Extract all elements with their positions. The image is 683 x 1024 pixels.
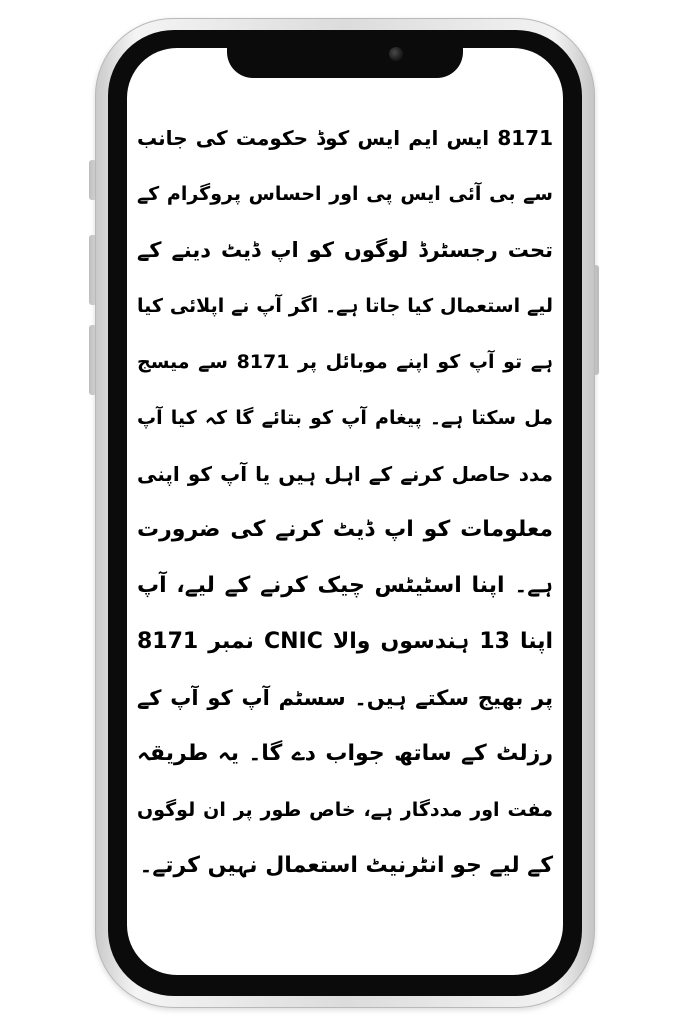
article-line: لیے استعمال کیا جاتا ہے۔ اگر آپ نے اپلائی کیا <box>137 295 553 317</box>
article-line: 8171 ایس ایم ایس کوڈ حکومت کی جانب <box>137 126 553 150</box>
article-line: ہے تو آپ کو اپنے موبائل پر 8171 سے میسج <box>137 351 554 373</box>
article-line: ہے۔ اپنا اسٹیٹس چیک کرنے کے لیے، آپ <box>137 573 553 598</box>
article-line: مدد حاصل کرنے کے اہل ہیں یا آپ کو اپنی <box>137 462 553 486</box>
article-line: سے بی آئی ایس پی اور احساس پروگرام کے <box>137 183 553 205</box>
article-line: معلومات کو اپ ڈیٹ کرنے کی ضرورت <box>137 517 553 542</box>
article-line: رزلٹ کے ساتھ جواب دے گا۔ یہ طریقہ <box>137 741 553 766</box>
phone-screen <box>127 48 563 975</box>
article-line: پر بھیج سکتے ہیں۔ سسٹم آپ کو آپ کے <box>137 686 553 710</box>
article-line: تحت رجسٹرڈ لوگوں کو اپ ڈیٹ دینے کے <box>137 238 553 262</box>
article-line: مل سکتا ہے۔ پیغام آپ کو بتائے گا کہ کیا آپ <box>137 407 553 429</box>
front-camera-icon <box>389 47 403 61</box>
article-text <box>137 110 553 894</box>
article-line: کے لیے جو انٹرنیٹ استعمال نہیں کرتے۔ <box>139 853 553 878</box>
article-line: اپنا 13 ہندسوں والا CNIC نمبر 8171 <box>137 629 554 654</box>
phone-notch <box>227 40 463 78</box>
article-line: مفت اور مددگار ہے، خاص طور پر ان لوگوں <box>137 799 553 821</box>
